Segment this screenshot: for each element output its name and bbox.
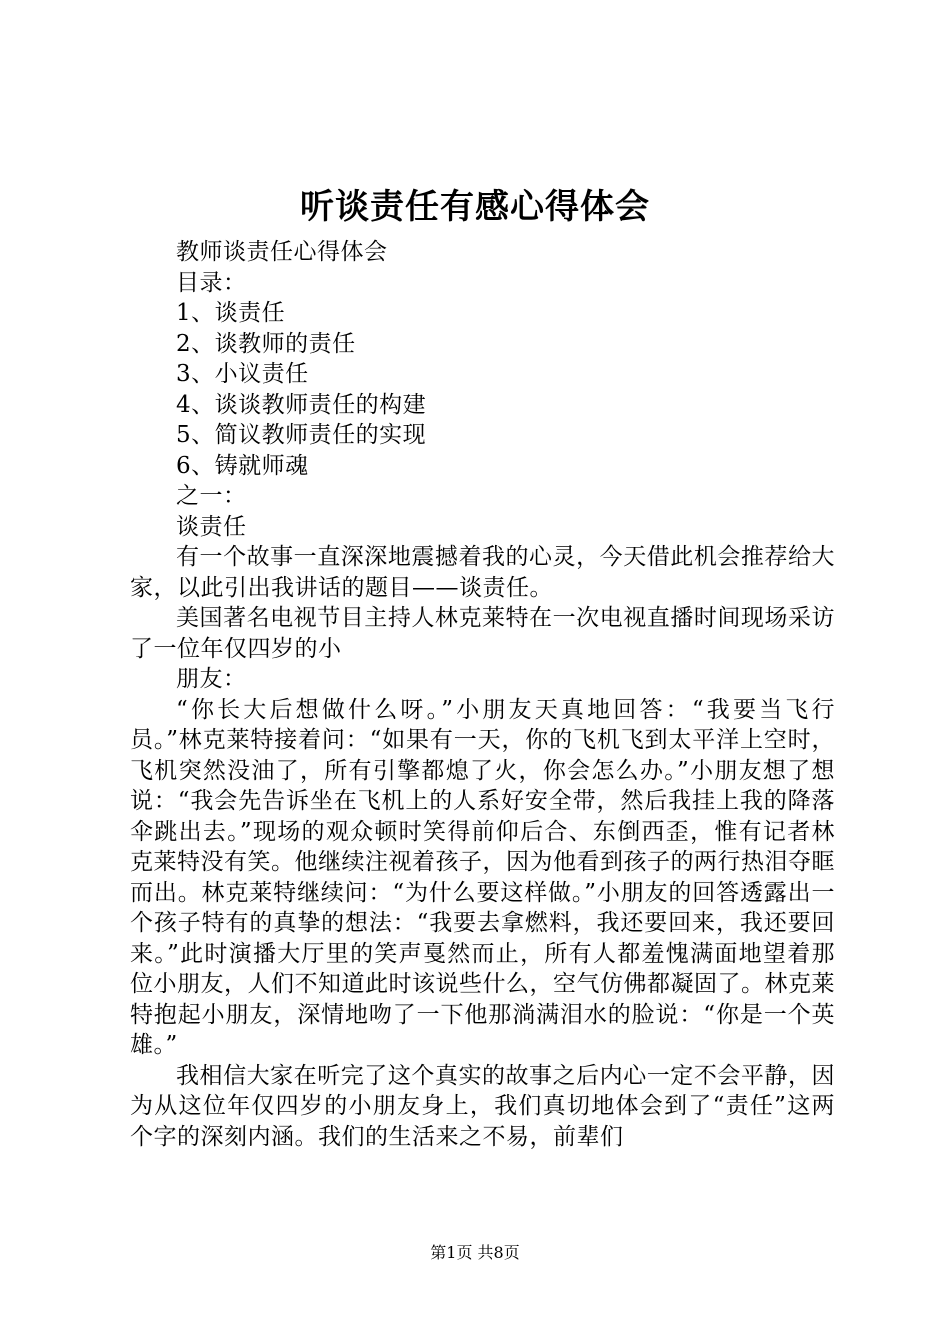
- paragraph: 6、铸就师魂: [176, 452, 309, 479]
- page-footer: 第1页 共8页: [430, 1243, 520, 1262]
- paragraph: 之一：: [176, 483, 247, 509]
- paragraph: 教师谈责任心得体会: [176, 239, 388, 265]
- paragraph: 5、简议教师责任的实现: [176, 422, 427, 448]
- paragraph: 谈责任: [176, 513, 247, 540]
- paragraph: 2、谈教师的责任: [176, 330, 356, 357]
- paragraph: 我相信大家在听完了这个真实的故事之后内心一定不会平静，因为从这位年仅四岁的小朋友身上，我们真切地体会到了“责任”这两个字的深刻内涵。我们的生活来之不易，前辈们: [130, 1062, 835, 1150]
- paragraph: 朋友：: [176, 666, 247, 692]
- document-body: [130, 237, 835, 1152]
- paragraph: 有一个故事一直深深地震撼着我的心灵，今天借此机会推荐给大家，以此引出我讲话的题目——谈责任。: [130, 544, 835, 601]
- paragraph: 4、谈谈教师责任的构建: [176, 391, 427, 418]
- paragraph: 1、谈责任: [176, 300, 286, 326]
- paragraph: 目录：: [176, 269, 247, 296]
- paragraph: 美国著名电视节目主持人林克莱特在一次电视直播时间现场采访了一位年仅四岁的小: [130, 605, 835, 662]
- paragraph: 3、小议责任: [176, 361, 309, 387]
- paragraph: “你长大后想做什么呀。”小朋友天真地回答：“我要当飞行员。”林克莱特接着问：“如果有一天，你的飞机飞到太平洋上空时，飞机突然没油了，所有引擎都熄了火，你会怎么办。”小朋友想了想说：“我会先告诉坐在飞机上的人系好安全带，然后我挂上我的降落伞跳出去。”现场的观众顿时笑得前仰后合、东倒西歪，惟有记者林克莱特没有笑。他继续注视着孩子，因为他看到孩子的两行热泪夺眶而出。林克莱特继续问：“为什么要这样做。”小朋友的回答透露出一个孩子特有的真挚的想法：“我要去拿燃料，我还要回来，我还要回来。”此时演播大厅里的笑声戛然而止，所有人都羞愧满面地望着那位小朋友，人们不知道此时该说些什么，空气仿佛都凝固了。林克莱特抱起小朋友，深情地吻了一下他那淌满泪水的脸说：“你是一个英雄。”: [130, 696, 835, 1058]
- document-title: 听谈责任有感心得体会: [300, 187, 650, 227]
